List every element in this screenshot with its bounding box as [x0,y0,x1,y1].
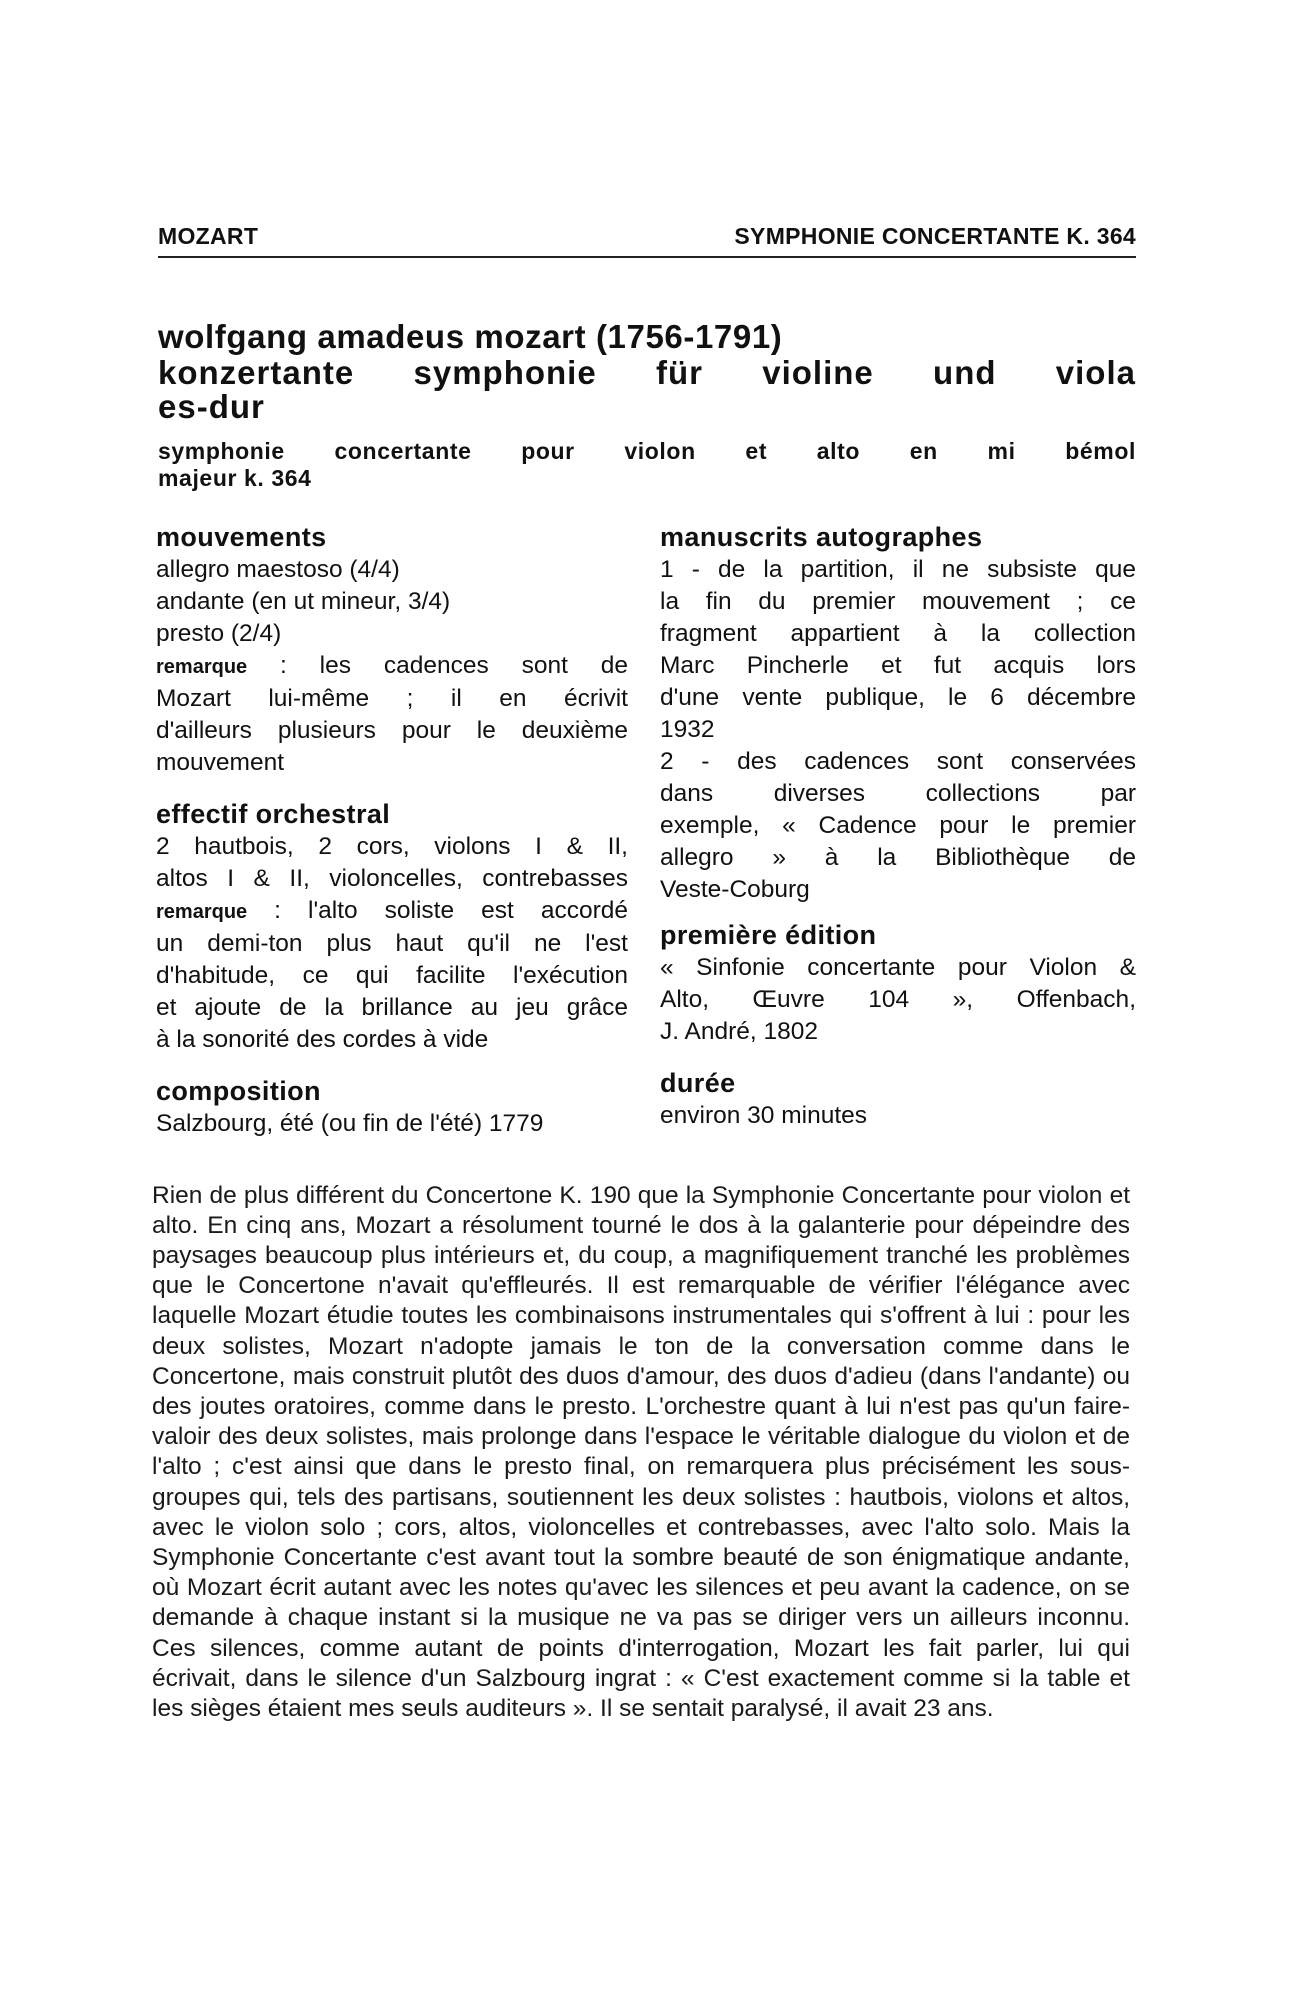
section-title-premiere-edition: première édition [660,920,877,950]
section-title-composition: composition [156,1076,321,1106]
mouvements-remark-line: Mozart lui-même ; il en écrivit [156,685,628,712]
remark-text: : l'alto soliste est accordé [247,897,628,924]
movement-item: presto (2/4) [156,620,282,647]
movement-item: andante (en ut mineur, 3/4) [156,588,451,615]
composer-title: wolfgang amadeus mozart (1756-1791) [158,318,783,355]
header-composer: MOZART [158,223,259,249]
premiere-line: J. André, 1802 [660,1018,819,1045]
section-title-duree: durée [660,1068,736,1098]
subtitle-line1: symphonie concertante pour violon et alto en mi bémol [158,438,1136,464]
effectif-remark-line: à la sonorité des cordes à vide [156,1026,489,1053]
mouvements-remark-line [156,650,628,683]
work-title-line2: es-dur [158,388,265,425]
manuscrits-line: d'une vente publique, le 6 décembre [660,684,1136,711]
section-title-mouvements: mouvements [156,522,327,552]
manuscrits-line: Veste-Coburg [660,876,810,903]
manuscrits-line: fragment appartient à la collection [660,620,1136,647]
mouvements-remark-line: mouvement [156,749,285,776]
manuscrits-line: 1 - de la partition, il ne subsiste que [660,556,1136,583]
effectif-line: 2 hautbois, 2 cors, violons I & II, [156,833,628,860]
premiere-line: Alto, Œuvre 104 », Offenbach, [660,986,1136,1013]
duree-text: environ 30 minutes [660,1102,868,1129]
right-column [660,520,1136,1132]
remark-text: : les cadences sont de [247,652,628,679]
composition-text: Salzbourg, été (ou fin de l'été) 1779 [156,1110,544,1137]
title-block [158,318,1136,492]
effectif-remark-line: et ajoute de la brillance au jeu grâce [156,994,628,1021]
manuscrits-line: la fin du premier mouvement ; ce [660,588,1136,615]
manuscrits-line: 1932 [660,716,715,743]
mouvements-remark-line: d'ailleurs plusieurs pour le deuxième [156,717,628,744]
effectif-remark-line: un demi-ton plus haut qu'il ne l'est [156,930,628,957]
subtitle-line2: majeur k. 364 [158,465,312,491]
header-work: SYMPHONIE CONCERTANTE K. 364 [734,223,1136,249]
movement-item: allegro maestoso (4/4) [156,556,400,583]
manuscrits-line: allegro » à la Bibliothèque de [660,844,1136,871]
manuscrits-line: exemple, « Cadence pour le premier [660,812,1136,839]
manuscrits-line: Marc Pincherle et fut acquis lors [660,652,1136,679]
remark-label: remarque [156,656,248,678]
running-header [158,218,1136,258]
section-title-manuscrits: manuscrits autographes [660,522,983,552]
premiere-line: « Sinfonie concertante pour Violon & [660,954,1136,981]
work-title-line1: konzertante symphonie für violine und viola [158,354,1136,391]
body-paragraph: Rien de plus différent du Concertone K. 190 que la Symphonie Concertante pour violon et alto. En cinq ans, Mozart a résolument tourné le dos à la galanterie pour dépeindre des paysages beaucoup plus intérieurs et, du coup, a magnifiquement tranché les problèmes que le Concertone n'avait qu'effleurés. Il est remarquable de vérifier l'élégance avec laquelle Mozart étudie toutes les combinaisons instrumentales qui s'offrent à lui : pour les deux solistes, Mozart n'adopte jamais le ton de la conversation comme dans le Concertone, mais construit plutôt des duos d'amour, des duos d'adieu (dans l'andante) ou des joutes oratoires, comme dans le presto. L'orchestre quant à lui n'est pas qu'un faire-valoir des deux solistes, mais prolonge dans l'espace le véritable dialogue du violon et de l'alto ; c'est ainsi que dans le presto final, on remarquera plus précisément les sous-groupes qui, tels des partisans, soutiennent les deux solistes : hautbois, violons et altos, avec le violon solo ; cors, altos, violoncelles et contrebasses, avec l'alto solo. Mais la Symphonie Concertante c'est avant tout la sombre beauté de son énigmatique andante, où Mozart écrit autant avec les notes qu'avec les silences et peu avant la cadence, on se demande à chaque instant si la musique ne va pas se diriger vers un ailleurs inconnu. Ces silences, comme autant de points d'interrogation, Mozart les fait parler, lui qui écrivait, dans le silence d'un Salzbourg ingrat : « C'est exactement comme si la table et les sièges étaient mes seuls auditeurs ». Il se sentait paralysé, il avait 23 ans. [152,1181,1130,1722]
manuscrits-line: dans diverses collections par [660,780,1136,807]
effectif-line: altos I & II, violoncelles, contrebasses [156,865,628,892]
manuscrits-line: 2 - des cadences sont conservées [660,748,1136,775]
left-column [156,520,628,1140]
section-title-effectif: effectif orchestral [156,799,391,829]
effectif-remark-line [156,895,628,928]
remark-label: remarque [156,901,248,923]
effectif-remark-line: d'habitude, ce qui facilite l'exécution [156,962,628,989]
